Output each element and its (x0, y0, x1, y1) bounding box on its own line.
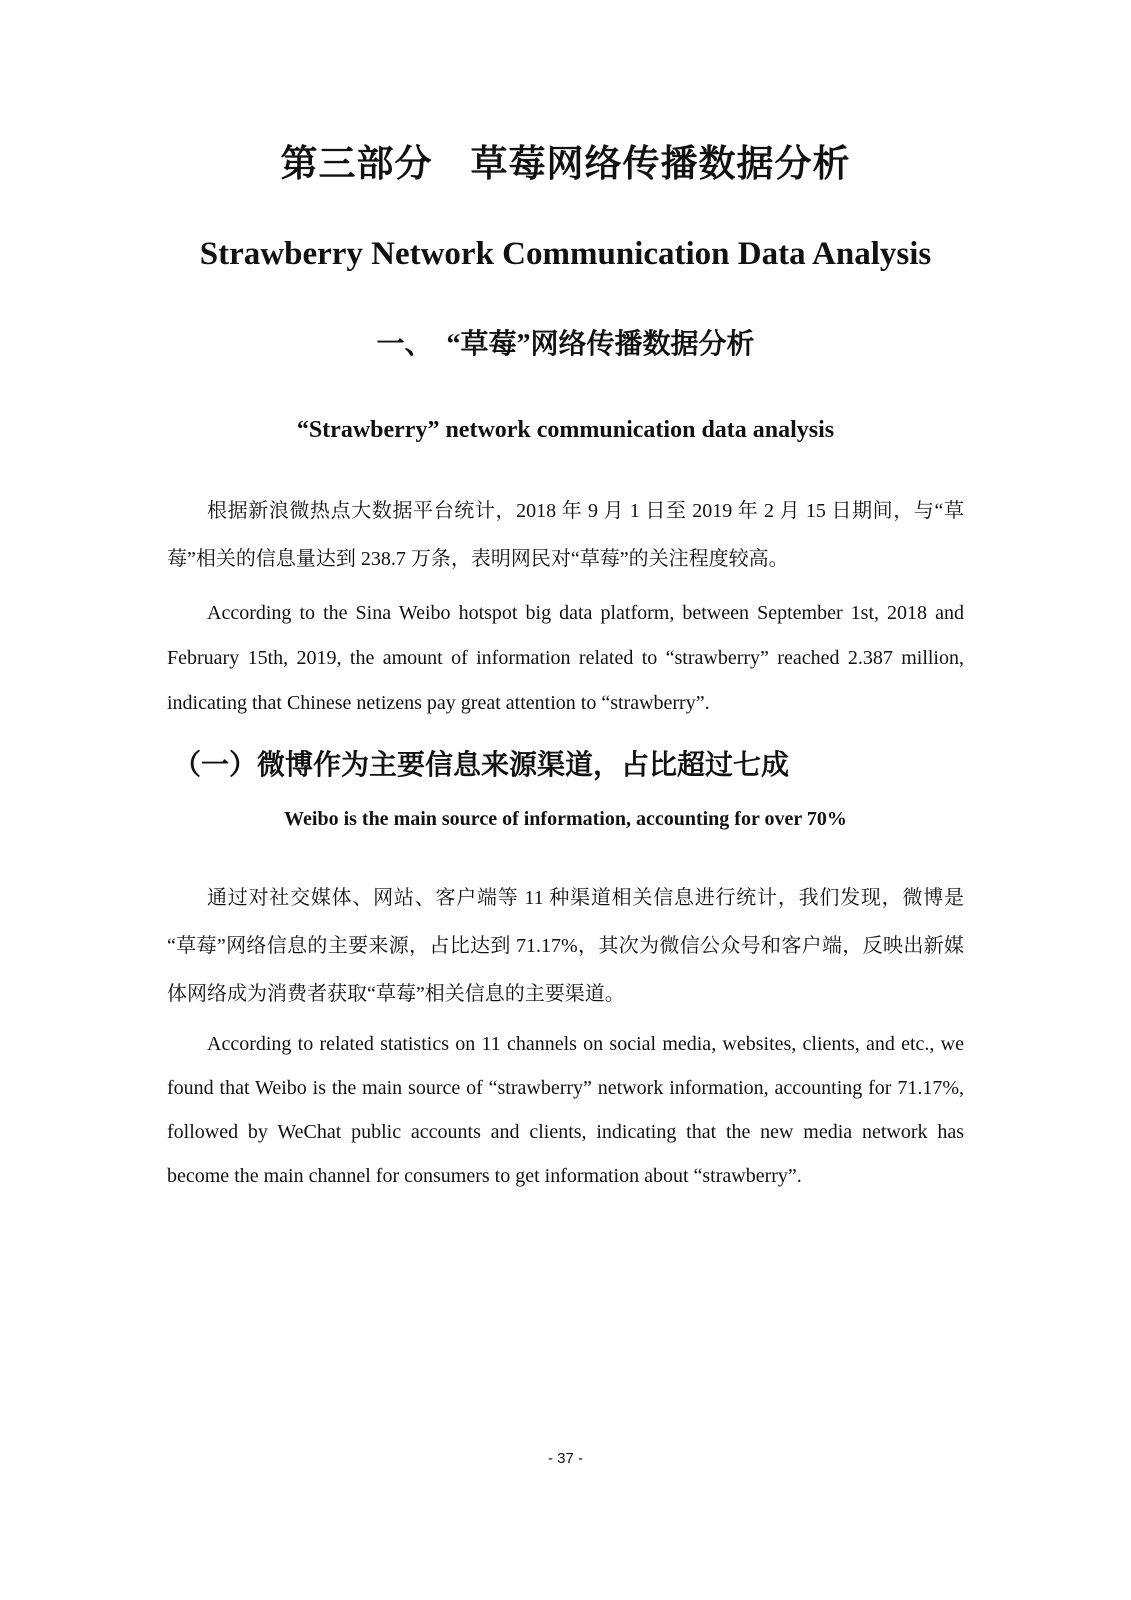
section-paragraph-en: According to the Sina Weibo hotspot big data platform, between September 1st, 2018 and February 15th, 2019, the amount of information related to “strawberry” reached 2.387 million, indicating that Chinese netizens pay great attention to “strawberry”. (167, 601, 964, 714)
subsection-paragraph-en: According to related statistics on 11 channels on social media, websites, clients, and etc., we found that Weibo is the main source of “strawberry” network information, accounting for 71.17%, followed by WeChat public accounts and clients, indicating that the new media network has become the main channel for consumers to get information about “strawberry”. (167, 1033, 964, 1188)
page-number: - 37 - (547, 1450, 583, 1467)
document-title-en: Strawberry Network Communication Data Analysis (199, 235, 932, 272)
document-title-zh: 第三部分 草莓网络传播数据分析 (280, 144, 851, 185)
section-heading-zh: 一、 “草莓”网络传播数据分析 (376, 329, 755, 361)
section-heading-en: “Strawberry” network communication data analysis (296, 417, 835, 444)
subsection-heading-en: Weibo is the main source of information, accounting for over 70% (284, 808, 847, 831)
section-paragraph-zh: 根据新浪微热点大数据平台统计，2018 年 9 月 1 日至 2019 年 2 月 15 日期间，与“草莓”相关的信息量达到 238.7 万条，表明网民对“草莓”的关注程度较高。 (167, 499, 964, 570)
subsection-paragraph-zh: 通过对社交媒体、网站、客户端等 11 种渠道相关信息进行统计，我们发现，微博是“草莓”网络信息的主要来源，占比达到 71.17%，其次为微信公众号和客户端，反映出新媒体网络成为消费者获取“草莓”相关信息的主要渠道。 (167, 887, 964, 1006)
subsection-heading-zh: （一）微博作为主要信息来源渠道，占比超过七成 (173, 749, 790, 781)
